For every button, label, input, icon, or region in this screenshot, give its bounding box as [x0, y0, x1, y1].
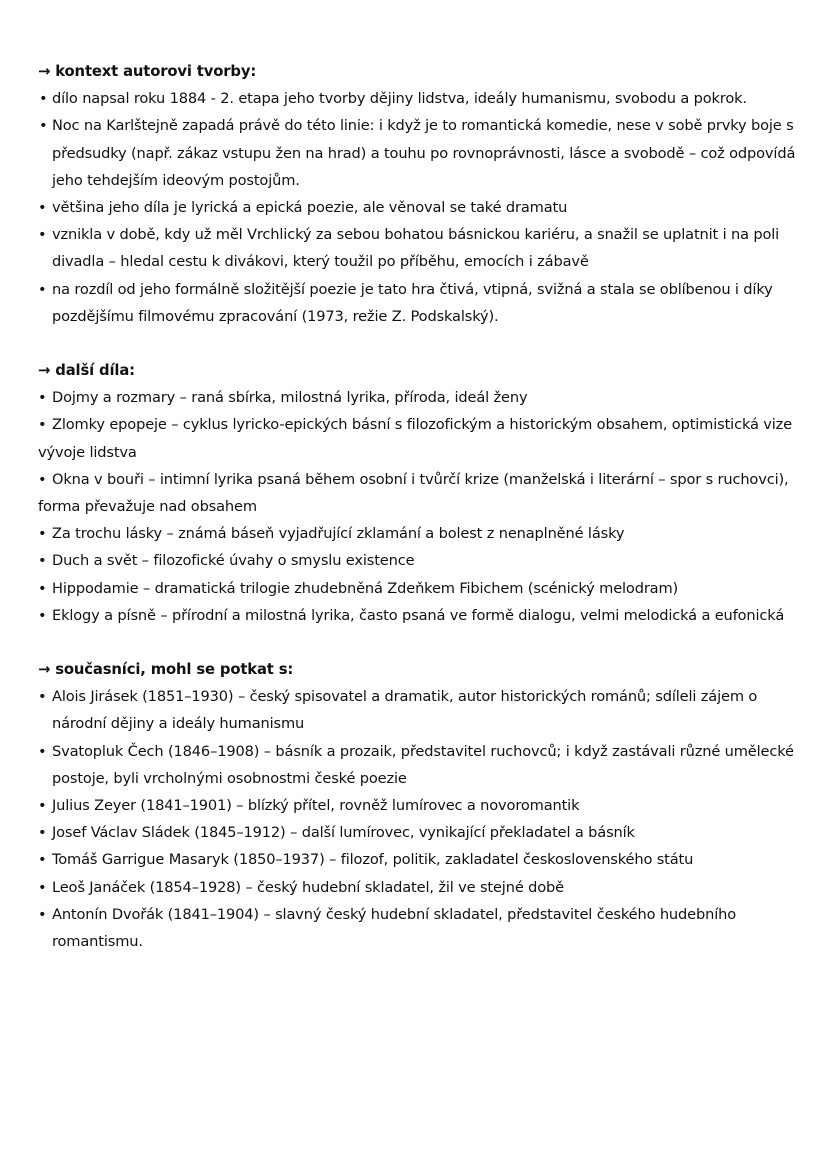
section-context [38, 58, 808, 330]
list-item [38, 683, 808, 737]
bullet-icon: • [38, 389, 47, 407]
list-item [38, 85, 808, 112]
list-item-text: Hippodamie – dramatická trilogie zhudebněná Zdeňkem Fibichem (scénický melodram) [52, 579, 679, 597]
list-item [38, 276, 808, 330]
section-heading: → další díla: [38, 362, 135, 380]
list-item-text: Alois Jirásek (1851–1930) – český spisovatel a dramatik, autor historických románů; sdíleli zájem o národní dějiny a ideály humanismu [52, 688, 758, 733]
list-item-text: Dojmy a rozmary – raná sbírka, milostná lyrika, příroda, ideál ženy [52, 389, 528, 407]
bullet-icon: • [38, 606, 47, 624]
list-item [38, 901, 808, 955]
list-item-text: Leoš Janáček (1854–1928) – český hudební skladatel, žil ve stejné době [52, 878, 564, 896]
bullet-icon: • [38, 905, 47, 923]
list-item-text: Antonín Dvořák (1841–1904) – slavný český hudební skladatel, představitel českého hudebního romantismu. [52, 905, 736, 951]
list-item [38, 384, 808, 411]
list-item-text: Noc na Karlštejně zapadá právě do této linie: i když je to romantická komedie, nese v sobě prvky boje s předsudky (např. zákaz vstupu žen na hrad) a touhu po rovnoprávnosti, lásce a svobodě – což odpovídá jeho tehdejším ideovým postojům. [52, 117, 796, 189]
bullet-list [38, 384, 808, 629]
list-item-text: Tomáš Garrigue Masaryk (1850–1937) – filozof, politik, zakladatel československého státu [52, 851, 694, 869]
list-item-text: Duch a svět – filozofické úvahy o smyslu existence [52, 552, 415, 570]
list-item [38, 819, 808, 846]
section-other-works [38, 357, 808, 629]
list-item [38, 602, 808, 629]
section-contemporaries [38, 656, 808, 955]
list-item-text: Eklogy a písně – přírodní a milostná lyrika, často psaná ve formě dialogu, velmi melodická a eufonická [52, 606, 785, 624]
bullet-icon: • [38, 797, 47, 815]
list-item-text: Okna v bouři – intimní lyrika psaná během osobní i tvůrčí krize (manželská i literární – spor s ruchovci), forma převažuje nad obsahem [38, 470, 789, 516]
list-item-text: Josef Václav Sládek (1845–1912) – další lumírovec, vynikající překladatel a básník [52, 824, 635, 842]
list-item-text: Zlomky epopeje – cyklus lyricko-epických básní s filozofickým a historickým obsahem, optimistická vize vývoje lidstva [38, 416, 792, 461]
bullet-icon: • [38, 742, 47, 760]
list-item-text: Za trochu lásky – známá báseň vyjadřující zklamání a bolest z nenaplněné lásky [52, 525, 625, 543]
bullet-icon: • [38, 824, 47, 842]
list-item [38, 411, 808, 465]
list-item [38, 520, 808, 547]
bullet-icon: • [39, 117, 48, 135]
list-item-text: Julius Zeyer (1841–1901) – blízký přítel, rovněž lumírovec a novoromantik [52, 797, 580, 815]
bullet-list [38, 85, 808, 330]
bullet-icon: • [38, 878, 47, 896]
list-item [38, 547, 808, 574]
list-item [38, 846, 808, 873]
list-item-text: většina jeho díla je lyrická a epická poezie, ale věnoval se také dramatu [52, 199, 568, 217]
bullet-icon: • [38, 688, 47, 706]
bullet-list [38, 683, 808, 955]
bullet-icon: • [38, 416, 47, 434]
bullet-icon: • [38, 226, 47, 244]
list-item [38, 112, 808, 194]
list-item [38, 221, 808, 275]
list-item [38, 194, 808, 221]
section-heading: → současníci, mohl se potkat s: [38, 661, 294, 679]
bullet-icon: • [38, 525, 47, 543]
list-item-text: na rozdíl od jeho formálně složitější poezie je tato hra čtivá, vtipná, svižná a stala se oblíbenou i díky pozdějšímu filmovému zpracování (1973, režie Z. Podskalský). [52, 280, 773, 325]
bullet-icon: • [39, 90, 48, 108]
bullet-icon: • [38, 280, 47, 298]
bullet-icon: • [38, 199, 47, 217]
list-item [38, 575, 808, 602]
bullet-icon: • [38, 579, 47, 597]
list-item-text: Svatopluk Čech (1846–1908) – básník a prozaik, představitel ruchovců; i když zastávali různé umělecké postoje, byli vrcholnými osobnostmi české poezie [52, 742, 794, 787]
list-item [38, 792, 808, 819]
bullet-icon: • [38, 552, 47, 570]
section-heading: → kontext autorovi tvorby: [38, 63, 257, 80]
bullet-icon: • [38, 470, 47, 488]
list-item [38, 738, 808, 792]
bullet-icon: • [38, 851, 47, 869]
list-item-text: vznikla v době, kdy už měl Vrchlický za sebou bohatou básnickou kariéru, a snažil se uplatnit i na poli divadla – hledal cestu k divákovi, který toužil po příběhu, emocích i zábavě [52, 226, 780, 271]
list-item [38, 466, 808, 520]
list-item-text: dílo napsal roku 1884 - 2. etapa jeho tvorby dějiny lidstva, ideály humanismu, svobodu a pokrok. [52, 90, 747, 108]
list-item [38, 874, 808, 901]
